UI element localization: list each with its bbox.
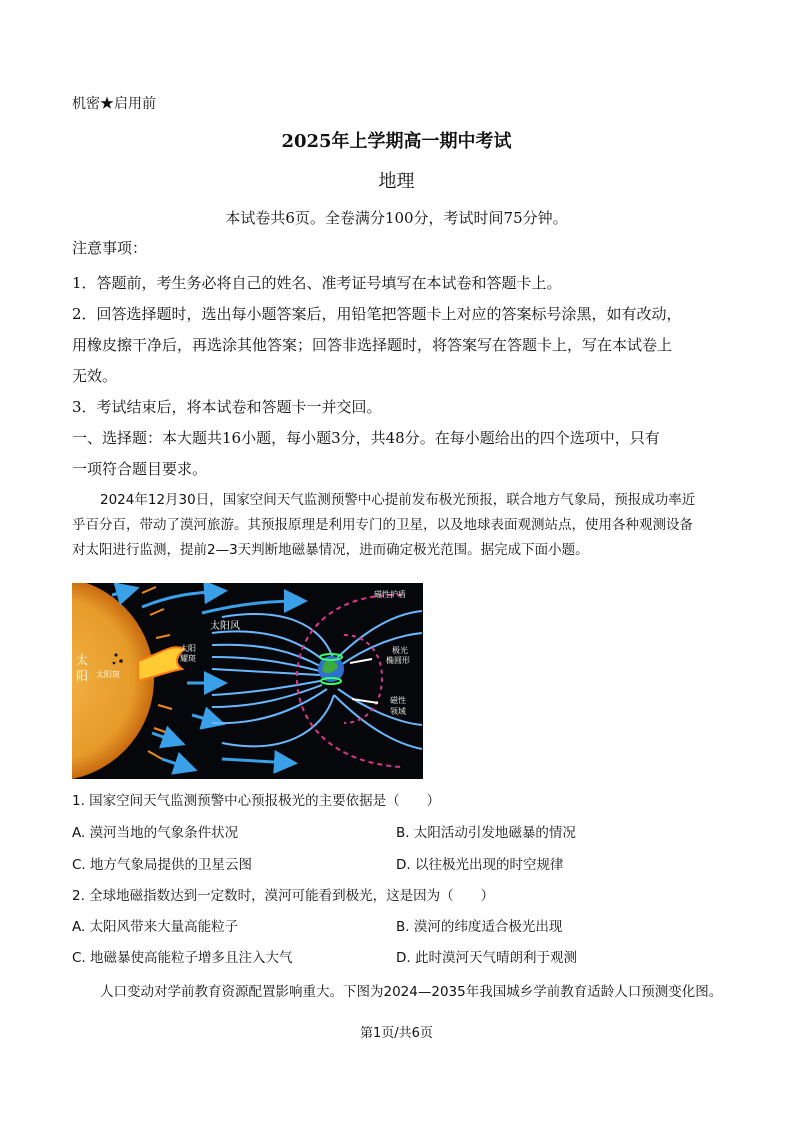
magnetic-label-1: 磁性	[390, 696, 406, 705]
passage-line: 乎百分百，带动了漠河旅游。其预报原理是利用专门的卫星，以及地球表面观测站点，使用各种观测设备	[72, 517, 693, 533]
question-2-option-b[interactable]: B. 漠河的纬度适合极光出现	[396, 919, 563, 935]
notice-item: 1．答题前，考生务必将自己的姓名、准考证号填写在本试卷和答题卡上。	[72, 274, 562, 292]
question-1-option-d[interactable]: D. 以往极光出现的时空规律	[396, 857, 564, 873]
confidential-label: 机密★启用前	[72, 96, 156, 112]
notice-list	[72, 268, 722, 423]
subject-title: 地理	[378, 171, 415, 192]
aurora-label-2: 椭圆形	[386, 656, 410, 665]
question-2-stem: 2. 全球地磁指数达到一定数时，漠河可能看到极光，这是因为（ ）	[72, 888, 495, 904]
question-2-option-a[interactable]: A. 太阳风带来大量高能粒子	[72, 919, 239, 935]
passage-2: 人口变动对学前教育资源配置影响重大。下图为2024—2035年我国城乡学前教育适龄人口预测变化图。	[100, 984, 723, 1000]
section-line: 一、选择题：本大题共16小题，每小题3分，共48分。在每小题给出的四个选项中，只有	[72, 429, 660, 447]
notice-heading: 注意事项：	[72, 239, 148, 257]
aurora-label-1: 极光	[392, 646, 408, 655]
question-2-option-d[interactable]: D. 此时漠河天气晴朗利于观测	[396, 950, 577, 966]
flare-label-2: 耀斑	[180, 654, 196, 663]
question-1-option-a[interactable]: A. 漠河当地的气象条件状况	[72, 825, 239, 841]
magnetopause-label: 磁性护盾	[374, 590, 406, 599]
flare-label-1: 太阳	[180, 644, 196, 653]
question-2-option-c[interactable]: C. 地磁暴使高能粒子增多且注入大气	[72, 950, 293, 966]
question-1-option-b[interactable]: B. 太阳活动引发地磁暴的情况	[396, 825, 576, 841]
page-footer: 第1页/共6页	[360, 1026, 433, 1041]
sun-label-1: 太	[76, 653, 89, 667]
sun-label-2: 阳	[76, 669, 89, 683]
solar-wind-label: 太阳风	[210, 621, 240, 632]
question-1-stem: 1. 国家空间天气监测预警中心预报极光的主要依据是（ ）	[72, 793, 441, 809]
magnetic-label-2: 领域	[390, 707, 406, 716]
passage-line: 对太阳进行监测，提前2—3天判断地磁暴情况，进而确定极光范围。据完成下面小题。	[72, 542, 589, 558]
section-line: 一项符合题目要求。	[72, 460, 208, 478]
solar-wind-figure	[72, 583, 423, 779]
passage-1	[72, 488, 732, 563]
passage-line: 2024年12月30日，国家空间天气监测预警中心提前发布极光预报，联合地方气象局，预报成功率近	[100, 492, 696, 508]
section-heading	[72, 423, 722, 485]
sunspot-label: 太阳斑	[96, 670, 120, 679]
notice-item: 3．考试结束后，将本试卷和答题卡一并交回。	[72, 398, 382, 416]
notice-item: 2．回答选择题时，选出每小题答案后，用铅笔把答题卡上对应的答案标号涂黑，如有改动，	[72, 305, 682, 323]
notice-item: 用橡皮擦干净后，再选涂其他答案；回答非选择题时，将答案写在答题卡上，写在本试卷上	[72, 336, 673, 354]
exam-title: 2025年上学期高一期中考试	[281, 131, 512, 152]
notice-item: 无效。	[72, 367, 118, 385]
question-1-option-c[interactable]: C. 地方气象局提供的卫星云图	[72, 857, 253, 873]
exam-intro: 本试卷共6页。全卷满分100分，考试时间75分钟。	[225, 209, 568, 227]
